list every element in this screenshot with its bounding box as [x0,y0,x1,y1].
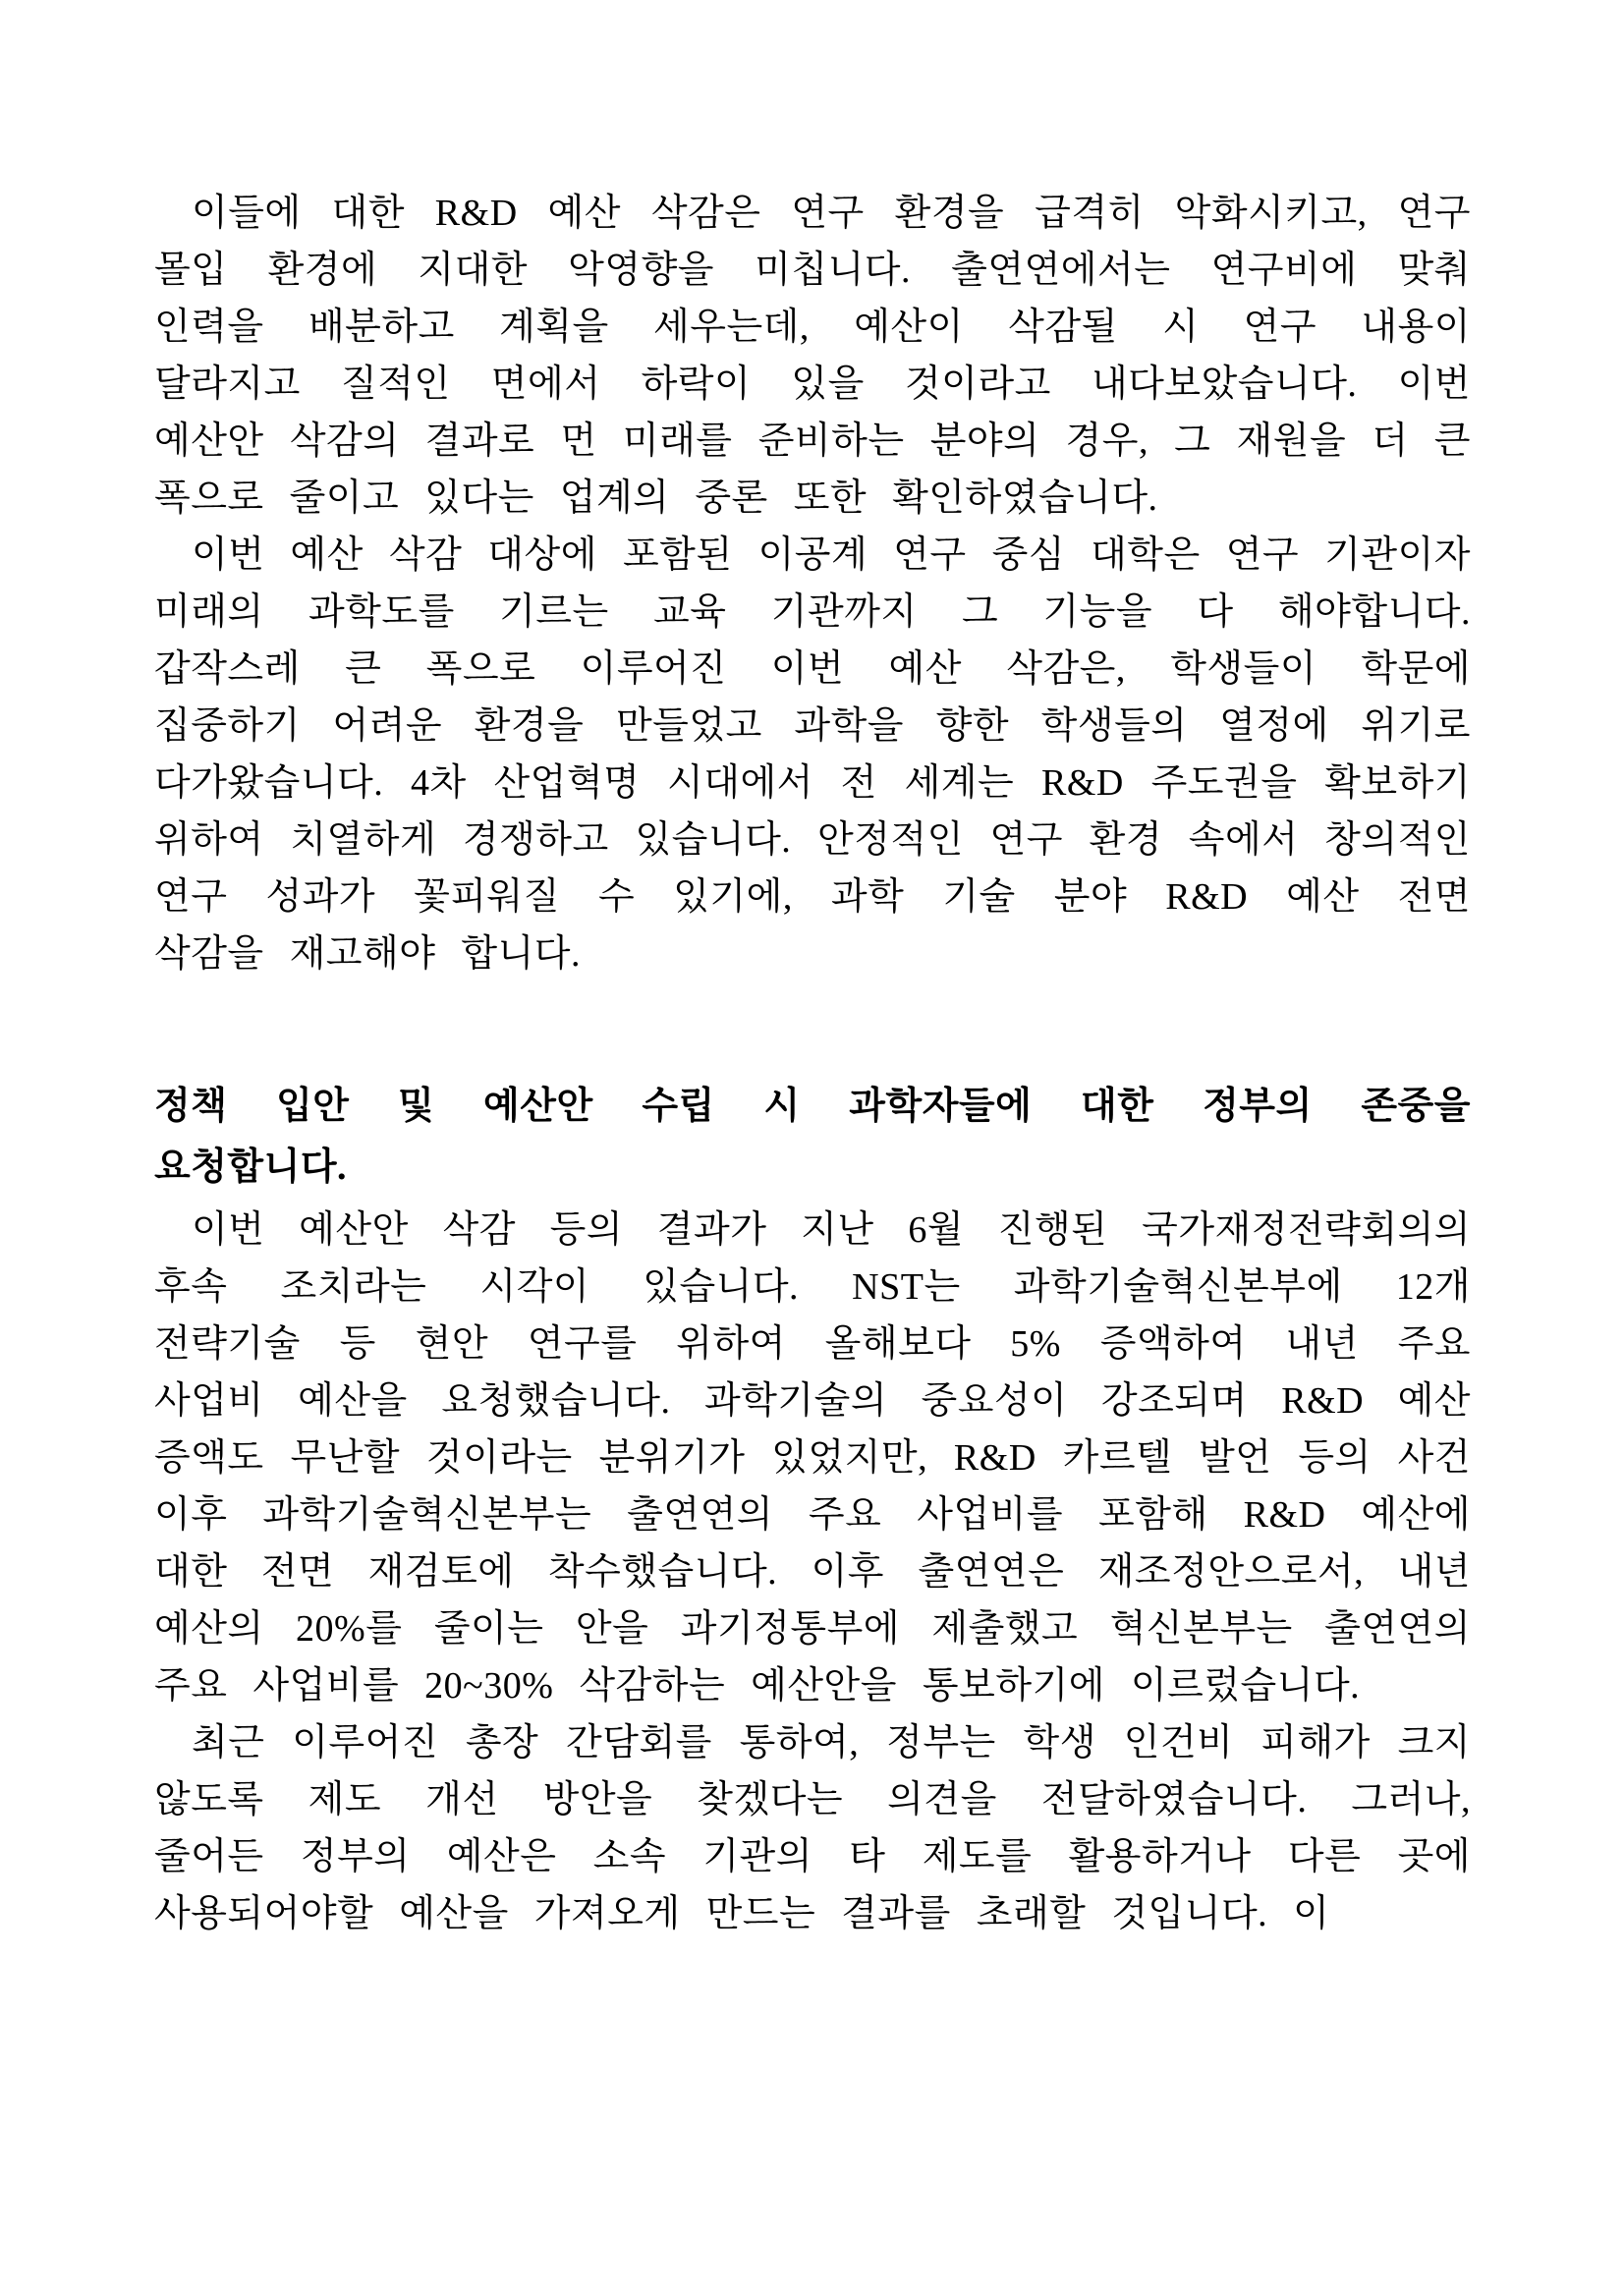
paragraph-budget-review-history: 이번 예산안 삭감 등의 결과가 지난 6월 진행된 국가재정전략회의의 후속 조치라는 시각이 있습니다. NST는 과학기술혁신본부에 12개 전략기술 등 현안 연구를 위하여 올해보다 5% 증액하여 내년 주요 사업비 예산을 요청했습니다. 과학기술의 중요성이 강조되며 R&D 예산 증액도 무난할 것이라는 분위기가 있었지만, R&D 카르텔 발언 등의 사건 이후 과학기술혁신본부는 출연연의 주요 사업비를 포함해 R&D 예산에 대한 전면 재검토에 착수했습니다. 이후 출연연은 재조정안으로서, 내년 예산의 20%를 줄이는 안을 과기정통부에 제출했고 혁신본부는 출연연의 주요 사업비를 20~30% 삭감하는 예산안을 통보하기에 이르렀습니다. [154,1209,1471,1707]
section-heading: 정책 입안 및 예산안 수립 시 과학자들에 대한 정부의 존중을 요청합니다. [154,1086,1471,1188]
paragraph-university-impact: 이번 예산 삭감 대상에 포함된 이공계 연구 중심 대학은 연구 기관이자 미래의 과학도를 기르는 교육 기관까지 그 기능을 다 해야합니다. 갑작스레 큰 폭으로 이루어진 이번 예산 삭감은, 학생들이 학문에 집중하기 어려운 환경을 만들었고 과학을 향한 학생들의 열정에 위기로 다가왔습니다. 4차 산업혁명 시대에서 전 세계는 R&D 주도권을 확보하기 위하여 치열하게 경쟁하고 있습니다. 안정적인 연구 환경 속에서 창의적인 연구 성과가 꽃피워질 수 있기에, 과학 기술 분야 R&D 예산 전면 삭감을 재고해야 합니다. [154,534,1471,975]
paragraph-presidents-meeting: 최근 이루어진 총장 간담회를 통하여, 정부는 학생 인건비 피해가 크지 않도록 제도 개선 방안을 찾겠다는 의견을 전달하였습니다. 그러나, 줄어든 정부의 예산은 소속 기관의 타 제도를 활용하거나 다른 곳에 사용되어야할 예산을 가져오게 만드는 결과를 초래할 것입니다. 이 [154,1722,1471,1934]
paragraph-rnd-budget-impact: 이들에 대한 R&D 예산 삭감은 연구 환경을 급격히 악화시키고, 연구 몰입 환경에 지대한 악영향을 미칩니다. 출연연에서는 연구비에 맞춰 인력을 배분하고 계획을 세우는데, 예산이 삭감될 시 연구 내용이 달라지고 질적인 면에서 하락이 있을 것이라고 내다보았습니다. 이번 예산안 삭감의 결과로 먼 미래를 준비하는 분야의 경우, 그 재원을 더 큰 폭으로 줄이고 있다는 업계의 중론 또한 확인하였습니다. [154,193,1471,519]
